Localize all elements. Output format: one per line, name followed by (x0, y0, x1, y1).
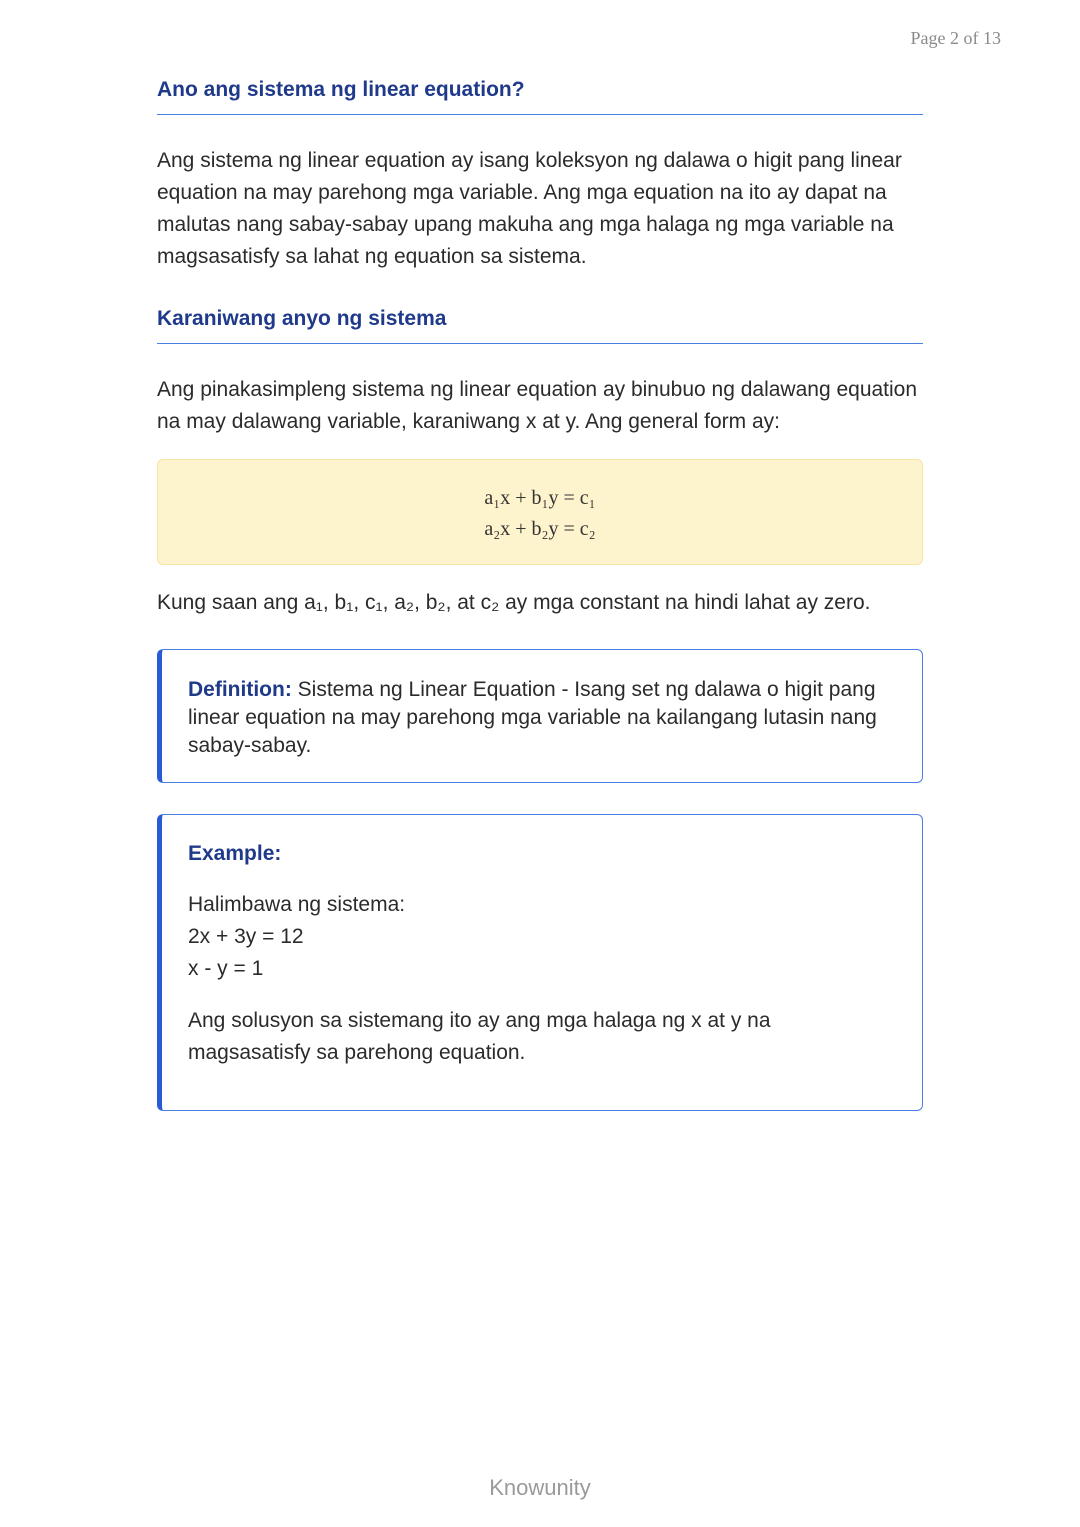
section-title: Ano ang sistema ng linear equation? (157, 78, 923, 115)
example-line: Halimbawa ng sistema: (188, 893, 406, 916)
constants-note: Kung saan ang a₁, b₁, c₁, a₂, b₂, at c₂ ay mga constant na hindi lahat ay zero. (157, 591, 871, 614)
formula-line: a₁x + b₁y = c₁ (484, 487, 596, 509)
footer-brand: Knowunity (489, 1475, 591, 1500)
document-body (157, 0, 923, 1111)
section-paragraph: Ang sistema ng linear equation ay isang koleksyon ng dalawa o higit pang linear equation na may parehong mga variable. Ang mga equation na ito ay dapat na malutas nang sabay-sabay upang makuha ang mga halaga ng mga variable na magsasatisfy sa lahat ng equation sa sistema. (157, 149, 902, 268)
example-lines (188, 889, 892, 985)
example-box (157, 814, 923, 1111)
example-conclusion: Ang solusyon sa sistemang ito ay ang mga halaga ng x at y na magsasatisfy sa parehong equation. (188, 1009, 771, 1064)
definition-box (157, 649, 923, 783)
formula-line: a₂x + b₂y = c₂ (484, 518, 596, 540)
example-equation: x - y = 1 (188, 957, 264, 980)
section-title: Karaniwang anyo ng sistema (157, 307, 923, 344)
definition-text: Sistema ng Linear Equation - Isang set ng dalawa o higit pang linear equation na may parehong mga variable na kailangang lutasin nang sabay-sabay. (188, 678, 877, 757)
formula-box (157, 459, 923, 565)
definition-label: Definition: (188, 678, 292, 701)
example-equation: 2x + 3y = 12 (188, 925, 304, 948)
example-title: Example: (188, 842, 282, 865)
section-paragraph: Ang pinakasimpleng sistema ng linear equation ay binubuo ng dalawang equation na may dalawang variable, karaniwang x at y. Ang general form ay: (157, 378, 918, 433)
page-number: Page 2 of 13 (910, 28, 1001, 48)
